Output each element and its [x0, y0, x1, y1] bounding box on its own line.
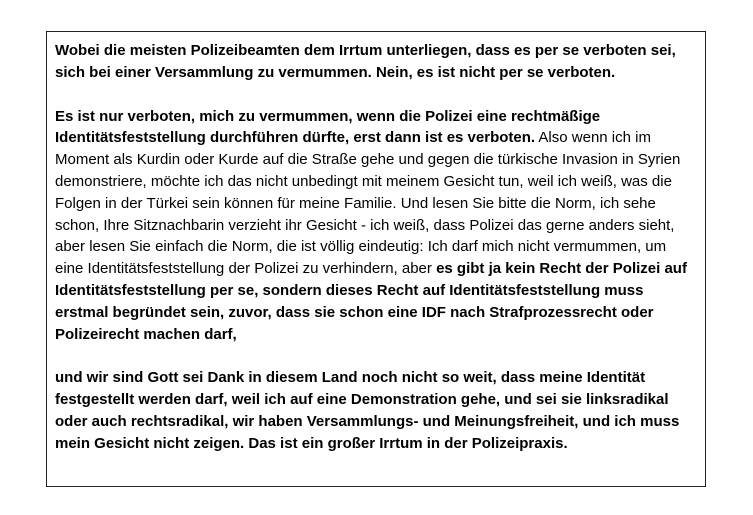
- paragraph-2-regular-text: Also wenn ich im Moment als Kurdin oder Kurde auf die Straße gehe und gegen die türkische Invasion in Syrien demonstriere, möchte ich das nicht unbedingt mit meinem Gesicht tun, weil ich weiß, was die Folgen in der Türkei sein können für meine Familie. Und lesen Sie bitte die Norm, ich sehe schon, Ihre Sitznachbarin verzieht ihr Gesicht - ich weiß, dass Polizei das gerne anders sieht, aber lesen Sie einfach die Norm, die ist völlig eindeutig: Ich darf mich nicht vermummen, um eine Identitätsfeststellung der Polizei zu verhindern, aber: [55, 129, 681, 278]
- paragraph-spacer: [55, 84, 697, 106]
- paragraph-2-bold-intro: Es ist nur verboten, mich zu vermummen, wenn die Polizei eine rechtmäßige Identitätsfeststellung durchführen dürfte, erst dann ist es verboten.: [55, 107, 601, 147]
- document-text-box: [46, 31, 706, 487]
- paragraph-2: [55, 106, 697, 346]
- paragraph-3-bold-text: und wir sind Gott sei Dank in diesem Land noch nicht so weit, dass meine Identität festgestellt werden darf, weil ich auf eine Demonstration gehe, und sei sie linksradikal oder auch rechtsradikal, wir haben Versammlungs- und Meinungsfreiheit, und ich muss mein Gesicht nicht zeigen. Das ist ein großer Irrtum in der Polizeipraxis.: [55, 369, 680, 452]
- paragraph-1: [55, 40, 697, 84]
- paragraph-3: [55, 367, 697, 454]
- paragraph-2-bold-outro: es gibt ja kein Recht der Polizei auf Identitätsfeststellung per se, sondern dieses Recht auf Identitätsfeststellung muss erstmal begründet sein, zuvor, dass sie schon eine IDF nach Strafprozessrecht oder Polizeirecht machen darf,: [55, 260, 687, 343]
- paragraph-1-bold-text: Wobei die meisten Polizeibeamten dem Irrtum unterliegen, dass es per se verboten sei, sich bei einer Versammlung zu vermummen. Nein, es ist nicht per se verboten.: [55, 42, 676, 81]
- paragraph-spacer: [55, 345, 697, 367]
